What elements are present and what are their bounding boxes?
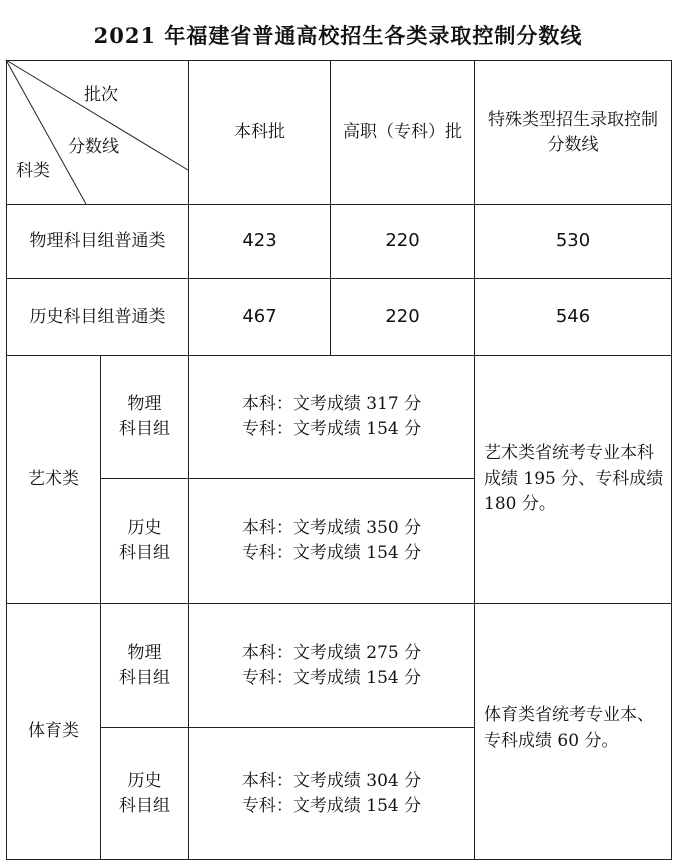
art-physics-group-line2: 科目组 [119, 419, 170, 439]
row-label-physics: 物理科目组普通类 [29, 231, 166, 252]
sports-category-label: 体育类 [28, 721, 79, 742]
header-batch-label: 批次 [84, 85, 118, 105]
art-physics-group-line1: 物理 [127, 394, 162, 415]
history-special-score: 546 [555, 305, 591, 327]
sports-history-undergrad: 本科：文考成绩 304 分 [241, 770, 422, 791]
sports-history-group-line2: 科目组 [119, 795, 170, 816]
sports-physics-group [101, 604, 188, 727]
sports-history-group-line1: 历史 [127, 770, 162, 791]
sports-history-group [101, 728, 188, 859]
art-physics-group [101, 356, 188, 478]
physics-special-score: 530 [555, 230, 591, 252]
art-history-group-line2: 科目组 [119, 543, 170, 563]
physics-undergrad-score: 423 [242, 230, 277, 252]
header-category-label: 科类 [16, 161, 50, 181]
header-score-label: 分数线 [68, 137, 119, 157]
history-vocational-score: 220 [385, 305, 420, 327]
art-physics-vocational: 专科：文考成绩 154 分 [241, 419, 422, 439]
row-label-history: 历史科目组普通类 [29, 306, 166, 327]
art-history-group-line1: 历史 [127, 518, 162, 539]
art-history-vocational: 专科：文考成绩 154 分 [241, 543, 422, 563]
art-history-undergrad: 本科：文考成绩 350 分 [241, 518, 422, 539]
art-special-note: 艺术类省统考专业本科成绩 195 分、专科成绩 180 分。 [484, 443, 664, 514]
header-undergrad: 本科批 [234, 122, 285, 143]
art-history-scores [189, 479, 474, 603]
art-physics-scores [189, 356, 474, 478]
header-special-text: 特殊类型招生录取控制分数线 [488, 109, 658, 155]
art-physics-undergrad: 本科：文考成绩 317 分 [241, 394, 422, 415]
header-special [475, 61, 671, 204]
sports-physics-group-line1: 物理 [127, 642, 162, 663]
sports-physics-group-line2: 科目组 [119, 667, 170, 688]
page-title: 2021 年福建省普通高校招生各类录取控制分数线 [93, 23, 583, 48]
art-history-group [101, 479, 188, 603]
sports-history-scores [189, 728, 474, 859]
sports-special-note: 体育类省统考专业本、专科成绩 60 分。 [484, 705, 654, 751]
header-vocational: 高职（专科）批 [343, 122, 462, 143]
sports-physics-scores [189, 604, 474, 727]
art-category-label: 艺术类 [28, 469, 79, 490]
physics-vocational-score: 220 [385, 230, 420, 252]
history-undergrad-score: 467 [242, 305, 277, 327]
sports-history-vocational: 专科：文考成绩 154 分 [241, 795, 422, 816]
sports-physics-undergrad: 本科：文考成绩 275 分 [241, 642, 422, 663]
sports-physics-vocational: 专科：文考成绩 154 分 [241, 667, 422, 688]
